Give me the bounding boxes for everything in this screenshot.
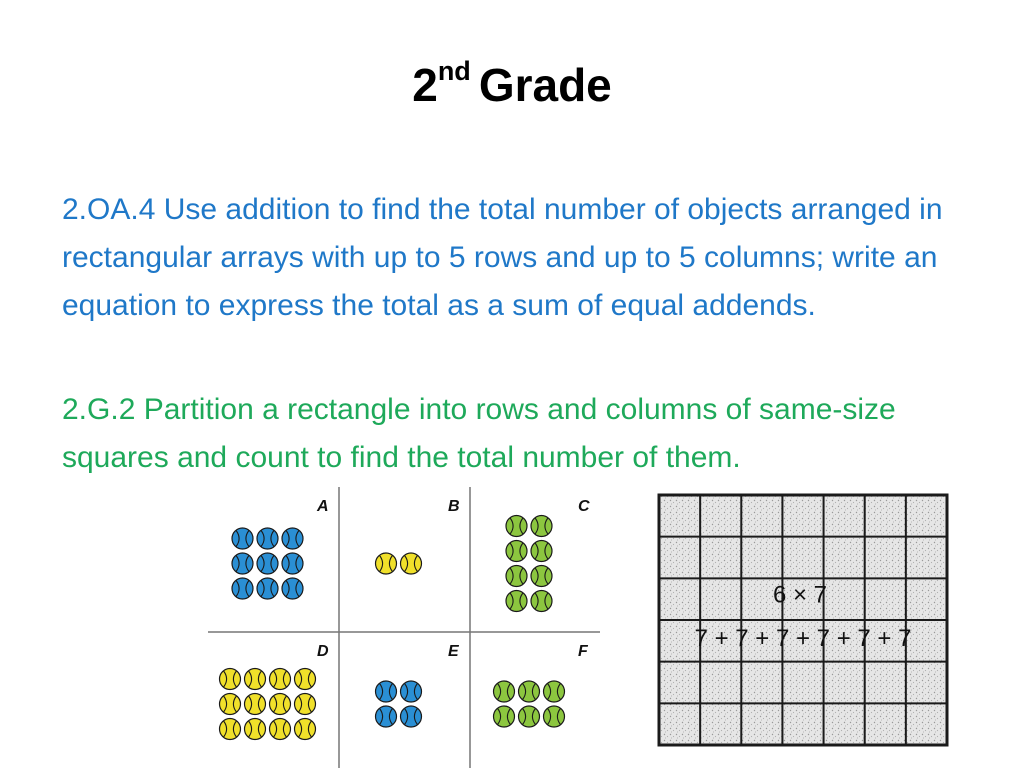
ball-icon — [376, 553, 397, 574]
ball-icon — [295, 669, 316, 690]
array-panel-b — [376, 498, 460, 574]
ball-icon — [245, 719, 266, 740]
ball-icon — [232, 578, 253, 599]
ball-icon — [257, 528, 278, 549]
sum-label: 7 + 7 + 7 + 7 + 7 + 7 — [694, 625, 912, 652]
ball-icon — [531, 541, 552, 562]
panel-label: D — [317, 643, 329, 660]
ball-icon — [531, 591, 552, 612]
arrays-illustration — [208, 487, 600, 768]
ball-icon — [257, 553, 278, 574]
panel-label: E — [448, 643, 459, 660]
ball-icon — [506, 591, 527, 612]
array-panel-c — [506, 498, 590, 612]
panel-label: F — [578, 643, 588, 660]
ball-icon — [376, 706, 397, 727]
title-superscript: nd — [437, 56, 471, 86]
ball-icon — [494, 681, 515, 702]
ball-icon — [270, 669, 291, 690]
array-panel-a — [232, 498, 329, 599]
ball-icon — [270, 719, 291, 740]
title-number: 2 — [412, 59, 438, 111]
panel-label: A — [317, 498, 329, 515]
panel-label: C — [578, 498, 590, 515]
array-panel-d — [220, 643, 330, 740]
ball-icon — [220, 719, 241, 740]
ball-icon — [544, 681, 565, 702]
ball-icon — [531, 566, 552, 587]
array-panel-f — [494, 643, 590, 727]
ball-icon — [295, 694, 316, 715]
product-label: 6 × 7 — [772, 581, 828, 609]
ball-icon — [519, 681, 540, 702]
ball-icon — [220, 669, 241, 690]
grid-illustration — [657, 493, 949, 747]
ball-icon — [232, 553, 253, 574]
ball-icon — [376, 681, 397, 702]
title-text: Grade — [478, 59, 612, 111]
grid-figure — [657, 493, 949, 747]
ball-icon — [401, 706, 422, 727]
ball-icon — [282, 553, 303, 574]
ball-icon — [245, 669, 266, 690]
ball-icon — [295, 719, 316, 740]
ball-icon — [257, 578, 278, 599]
ball-icon — [270, 694, 291, 715]
ball-icon — [401, 553, 422, 574]
ball-icon — [245, 694, 266, 715]
ball-icon — [506, 541, 527, 562]
ball-icon — [232, 528, 253, 549]
ball-icon — [282, 528, 303, 549]
ball-icon — [519, 706, 540, 727]
ball-icon — [401, 681, 422, 702]
ball-icon — [506, 566, 527, 587]
array-panel-e — [376, 643, 461, 727]
standard-2-oa-4: 2.OA.4 Use addition to find the total number of objects arranged in rectangular arrays with up to 5 rows and up to 5 columns; write an equation to express the total as a sum of equal addends. — [62, 193, 943, 322]
ball-icon — [506, 516, 527, 537]
arrays-figure — [208, 487, 600, 768]
slide-title — [0, 56, 1024, 111]
ball-icon — [544, 706, 565, 727]
ball-icon — [531, 516, 552, 537]
ball-icon — [282, 578, 303, 599]
ball-icon — [220, 694, 241, 715]
panel-label: B — [448, 498, 460, 515]
standard-2-g-2: 2.G.2 Partition a rectangle into rows and columns of same-size squares and count to find the total number of them. — [62, 393, 896, 474]
ball-icon — [494, 706, 515, 727]
